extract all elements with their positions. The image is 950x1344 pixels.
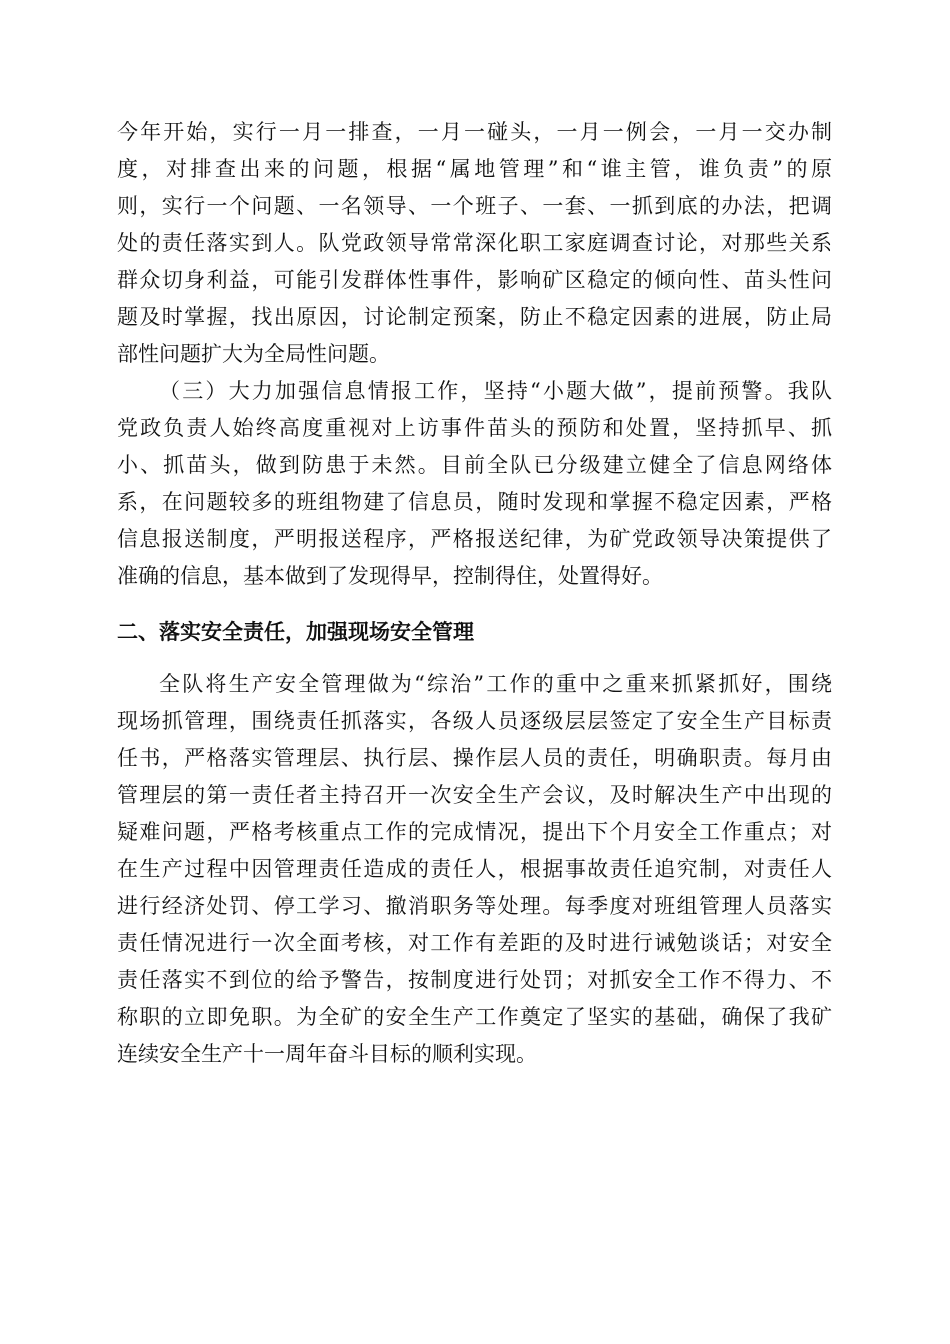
text-line: 度，对排查出来的问题，根据“属地管理”和“谁主管，谁负责”的原	[117, 157, 832, 181]
text-line: 今年开始，实行一月一排查，一月一碰头，一月一例会，一月一交办制	[117, 120, 832, 144]
text-line: 责任情况进行一次全面考核，对工作有差距的及时进行诫勉谈话；对安全	[117, 931, 832, 955]
text-line: （三）大力加强信息情报工作，坚持“小题大做”，提前预警。我队	[159, 379, 832, 403]
text-line: 任书，严格落实管理层、执行层、操作层人员的责任，明确职责。每月由	[117, 746, 832, 770]
paragraph-3	[117, 666, 832, 1073]
text-line: 小、抓苗头，做到防患于未然。目前全队已分级建立健全了信息网络体	[117, 453, 832, 477]
text-line: 责任落实不到位的给予警告，按制度进行处罚；对抓安全工作不得力、不	[117, 968, 832, 992]
text-line: 称职的立即免职。为全矿的安全生产工作奠定了坚实的基础，确保了我矿	[117, 1005, 832, 1029]
text-line: 管理层的第一责任者主持召开一次安全生产会议，及时解决生产中出现的	[117, 783, 832, 807]
text-line: 则，实行一个问题、一名领导、一个班子、一套、一抓到底的办法，把调	[117, 194, 832, 218]
text-line: 部性问题扩大为全局性问题。	[117, 342, 390, 366]
text-line: 现场抓管理，围绕责任抓落实，各级人员逐级层层签定了安全生产目标责	[117, 709, 832, 733]
text-line: 全队将生产安全管理做为“综治”工作的重中之重来抓紧抓好，围绕	[159, 672, 832, 696]
text-line: 疑难问题，严格考核重点工作的完成情况，提出下个月安全工作重点；对	[117, 820, 832, 844]
text-line: 系，在问题较多的班组物建了信息员，随时发现和掌握不稳定因素，严格	[117, 490, 832, 514]
document-page	[117, 114, 832, 1073]
paragraph-1	[117, 114, 832, 373]
text-line: 信息报送制度，严明报送程序，严格报送纪律，为矿党政领导决策提供了	[117, 527, 832, 551]
text-line: 党政负责人始终高度重视对上访事件苗头的预防和处置，坚持抓早、抓	[117, 416, 832, 440]
text-line: 在生产过程中因管理责任造成的责任人，根据事故责任追究制，对责任人	[117, 857, 832, 881]
text-line: 连续安全生产十一周年奋斗目标的顺利实现。	[117, 1042, 537, 1066]
text-line: 题及时掌握，找出原因，讨论制定预案，防止不稳定因素的进展，防止局	[117, 305, 832, 329]
text-line: 群众切身利益，可能引发群体性事件，影响矿区稳定的倾向性、苗头性问	[117, 268, 832, 292]
text-line: 准确的信息，基本做到了发现得早，控制得住，处置得好。	[117, 564, 663, 588]
section-heading: 二、落实安全责任，加强现场安全管理	[117, 620, 474, 644]
paragraph-2	[117, 373, 832, 595]
text-line: 处的责任落实到人。队党政领导常常深化职工家庭调查讨论，对那些关系	[117, 231, 832, 255]
text-line: 进行经济处罚、停工学习、撤消职务等处理。每季度对班组管理人员落实	[117, 894, 832, 918]
